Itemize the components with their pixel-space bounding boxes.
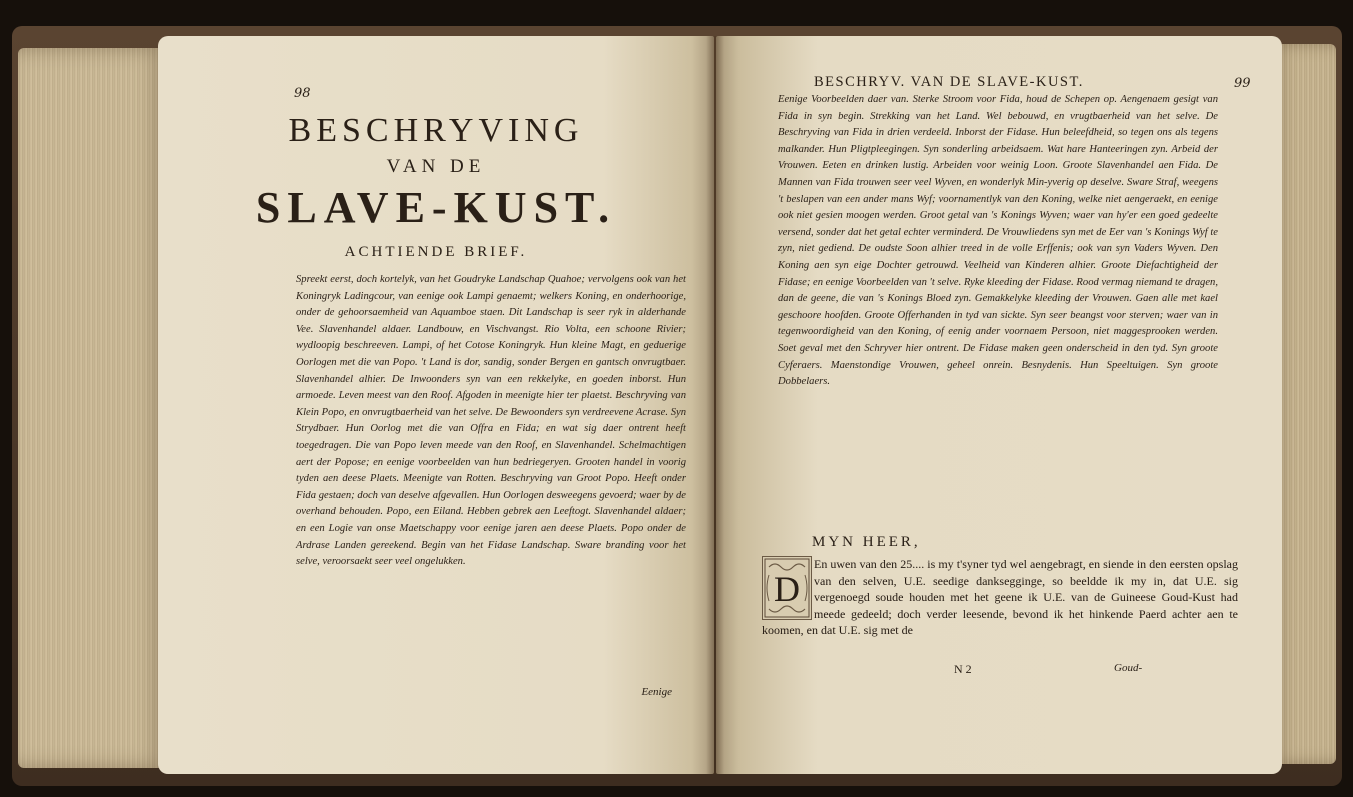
right-catchword: Goud- [1114,662,1143,674]
right-chapter-summary: Eenige Voorbeelden daer van. Sterke Stroom voor Fida, houd de Schepen op. Aengenaem gesigt van Fida in syn begin. Strekking van het Land. Wel bebouwd, en vrugtbaerheid van het selve. De Beschryving van Fida in drien verdeeld. Inborst der Fidase. Hun beleefdheid, so tegen ons als tegens malkander. Hun Pligtpleegingen. Syn sonderling arbeidsaem. Wat hare Hanteeringen zyn. Arbeid der Vrouwen. Eeten en drinken lustig. Arbeiden voor weinig Loon. Groote Slavenhandel aen Fida. De Mannen van Fida trouwen seer veel Wyven, en wonderlyk Min-yverig op deselve. Sware Straf, weegens 't beslapen van een ander mans Wyf; voornamentlyk van den Koning, welke niet aengeraekt, en eenige ook niet gesien moogen werden. Groot getal van 's Konings Wyven; waer van hy'er een goed gedeelte versend, sonder dat het getal echter verminderd. De Vrouwliedens syn met de Eer van 's Konings Wyf te zyn, niet gediend. De oudste Soon alhier treed in de volle Erffenis; ook van syn Vaders Wyven. Den Koning aen syn eige Dochter getrouwd. Veelheid van Kinderen alhier. Groote Diefachtigheid der Fidase; en eenige Voorbeelden van 't selve. Ryke kleeding der Fidase. Rood vermag niemand te dragen, dan de geene, die van 's Konings Bloed zyn. Gemakkelyke kleeding der Vrouwen. Gaen alle met kael geschoore hoofden. Groote Offerhanden in tyd van sickte. Syn seer beangst voor sterven; waer van in tegenwoordigheid van den Koning, of eenig ander voornaem Persoon, niet maggesprooken werden. Soet geval met den Schryver hier ontrent. De Fidase maken geen onderscheid in den tyd. Syn groote Cyferaers. Maenstondige Vrouwen, geheel onrein. Besnydenis. Hun Speeltuigen. Syn groote Dobbelaers. [778,94,1218,388]
title-line-2: VAN DE [386,156,486,177]
left-catchword: Eenige [641,686,672,698]
left-chapter-summary: Spreekt eerst, doch kortelyk, van het Goudryke Landschap Quahoe; vervolgens ook van het Koningryk Ladingcour, van eenige ook Lampi genaemt; welkers Koning, en onderhoorige, onder de gehoorsaemheid van Aquamboe staen. Dit Landschap is seer ryk in alderhande Vee. Slavenhandel aldaer. Landbouw, en Vischvangst. Rio Volta, een schoone Rivier; wydloopig beschreeven. Lampi, of het Cotose Koningryk. Hun kleine Magt, en geduerige Oorlogen met die van Popo. 't Land is dor, sandig, sonder Bergen en gantsch onvrugtbaer. Slavenhandel alhier. De Inwoonders syn van een rekkelyke, en goeden inborst. Hun armoede. Leven meest van den Roof. Afgoden in meenigte hier ter plaetst. Beschryving van Klein Popo, en onvrugtbaerheid van het selve. De Bewoonders syn verdreevene Acrase. Syn Strydbaer. Hun Oorlog met die van Offra en Fida; en wat sig daer ontrent heeft toegedragen. Die van Popo leven meede van den Roof, en Slavenhandel. Schelmachtigen aert der Popose; en eenige voorbeelden van hun bedriegeryen. Grooten handel in voorig tyden aen deese Plaets. Meenigte van Rotten. Beschryving van Groot Popo. Heeft onder Fida gestaen; doch van deselve afgevallen. Hun Oorlogen desweegens gevoerd; waer by de overhand behouden. Popo, een Eiland. Hebben gebrek aen Leeftogt. Slavenhandel aldaer; en een Logie van onse Maetschappy voor eenige jaren aen deese Plaets. Popo onder de Ardrase Landen gereekend. Begin van het Fidase Landschap. Sware branding voor het selve, veroorsaekt seer veel ongelukken. [296,274,686,568]
dropcap-ornament-icon [763,557,811,619]
title-line-3: SLAVE-KUST. [255,183,617,232]
left-page-block-edges [18,48,168,768]
letter-text: En uwen van den 25.... is my t'syner tyd wel aengebragt, en siende in den eersten opslag van den selven, U.E. seedige dankseggingе, so beeldde ik my in, dat U.E. sig vergenoegd soude houden met het geene ik U.E. van de Guineese Goud-Kust had meede gedeeld; doch verder leesende, bevond ik het hinkende Paerd achter aen te koomen, en dat U.E. sig met de [762,557,1238,638]
ornamental-dropcap [762,556,812,620]
right-page-number: 99 [1234,76,1251,91]
left-page [158,36,714,774]
dropcap-letter: D [774,569,800,609]
book-gutter [706,36,724,774]
letter-body [762,556,1238,639]
title-line-1: BESCHRYVING [288,112,584,149]
signature-mark: N 2 [954,662,972,676]
chapter-heading: ACHTIENDE BRIEF. [344,244,528,260]
right-page [716,36,1282,774]
left-page-number: 98 [294,86,311,101]
salutation: MYN HEER, [812,534,921,550]
running-head: BESCHRYV. VAN DE SLAVE-KUST. [814,74,1084,90]
